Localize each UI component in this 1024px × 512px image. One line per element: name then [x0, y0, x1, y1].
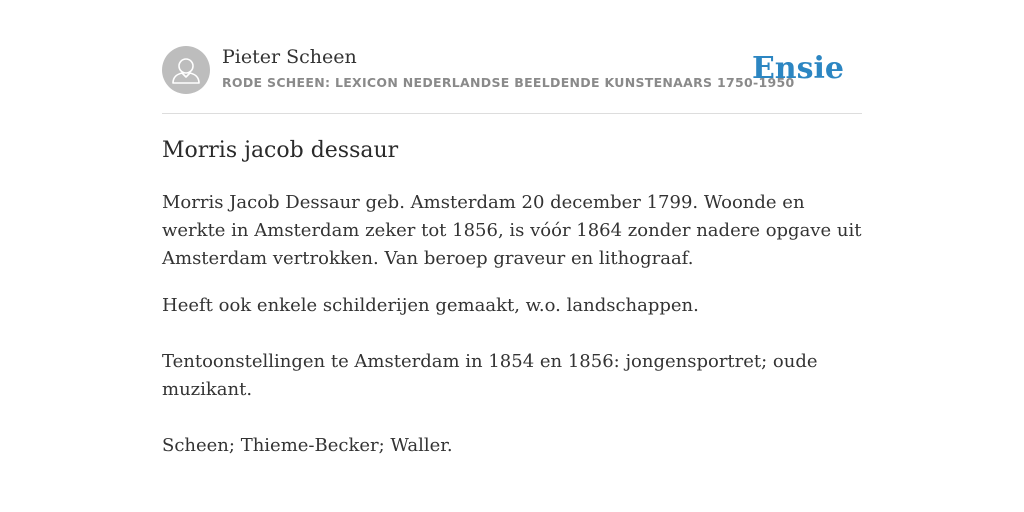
brand-logo[interactable]: Ensie	[751, 51, 844, 86]
paragraph-biography: Morris Jacob Dessaur geb. Amsterdam 20 december 1799. Woonde en werkte in Amsterdam zeker tot 1856, is vóór 1864 zonder nadere opgave uit Amsterdam vertrokken. Van beroep graveur en lithograaf.	[162, 192, 862, 269]
user-silhouette-icon	[162, 46, 210, 94]
paragraph-paintings: Heeft ook enkele schilderijen gemaakt, w.o. landschappen.	[162, 295, 699, 316]
author-name[interactable]: Pieter Scheen	[222, 46, 357, 68]
header-divider	[162, 113, 862, 114]
paragraph-references: Scheen; Thieme-Becker; Waller.	[162, 435, 453, 456]
paragraph-exhibitions: Tentoonstellingen te Amsterdam in 1854 en 1856: jongensportret; oude muzikant.	[162, 351, 818, 400]
paragraph-spacer	[162, 404, 862, 432]
entry-body	[162, 189, 862, 460]
paragraph-spacer	[162, 320, 862, 348]
entry-header	[162, 46, 862, 96]
entry-card	[162, 0, 862, 512]
author-avatar[interactable]	[162, 46, 210, 94]
source-title[interactable]: RODE SCHEEN: LEXICON NEDERLANDSE BEELDENDE KUNSTENAARS 1750-1950	[222, 75, 795, 90]
entry-title: Morris jacob dessaur	[162, 138, 399, 163]
